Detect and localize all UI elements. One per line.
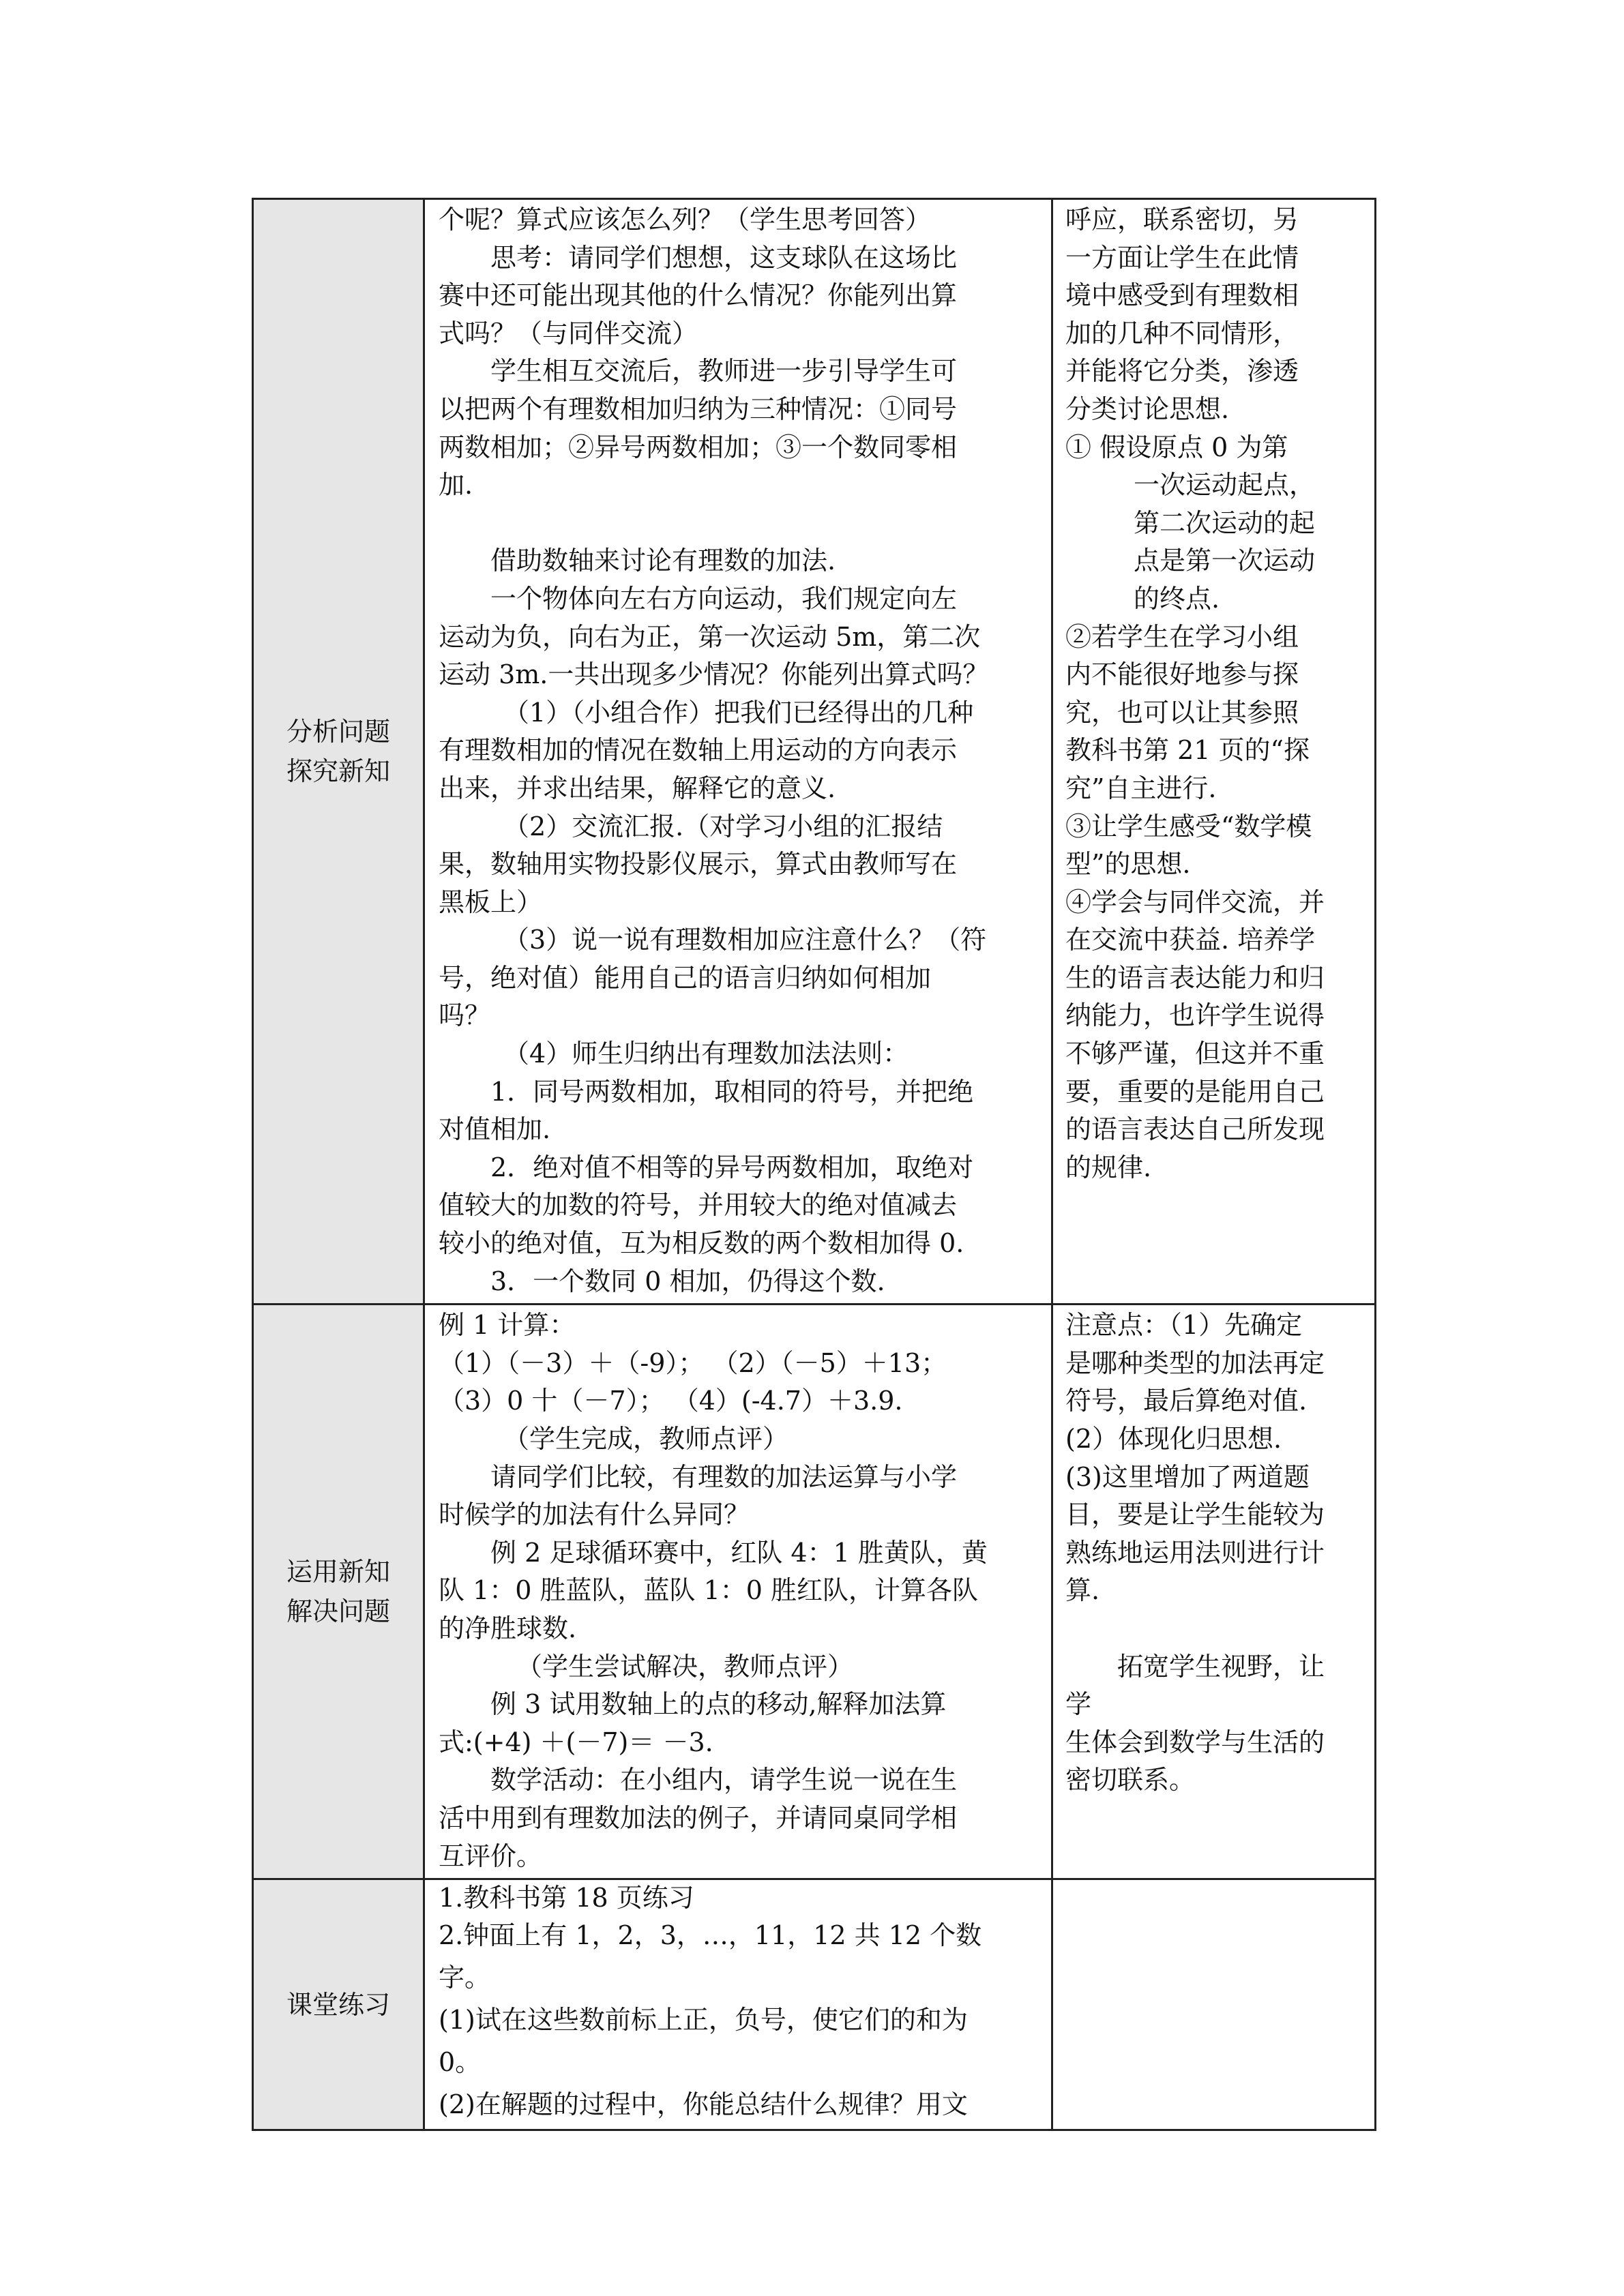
design-note-cell	[1052, 1879, 1376, 2130]
text-line: （1）（－3）＋（-9）； （2）（－5）＋13；	[439, 1347, 947, 1378]
design-note-cell	[1052, 199, 1376, 1304]
content-cell	[424, 1879, 1052, 2130]
note-line: 是哪种类型的加法再定	[1065, 1347, 1325, 1378]
text-line: （3）0 十（－7）； （4）(-4.7）＋3.9.	[439, 1386, 903, 1416]
text-line: 个呢？算式应该怎么列？（学生思考回答）	[439, 205, 932, 235]
note-line: 要，重要的是能用自己	[1065, 1076, 1325, 1107]
text-line: （学生尝试解决，教师点评）	[516, 1651, 854, 1682]
table-row	[253, 199, 1376, 1304]
note-line: 符号，最后算绝对值.	[1065, 1386, 1308, 1416]
text-line: 0。	[439, 2047, 482, 2078]
table-row	[253, 1304, 1376, 1879]
text-line: 数学活动：在小组内，请学生说一说在生	[490, 1765, 958, 1795]
blank-line	[439, 505, 1042, 543]
design-note-cell	[1052, 1304, 1376, 1879]
note-line: 算.	[1065, 1575, 1100, 1606]
text-line: 有理数相加的情况在数轴上用运动的方向表示	[439, 735, 958, 766]
text-line: （3）说一说有理数相加应注意什么？（符	[503, 925, 987, 955]
row-label-line: 运用新知	[286, 1557, 390, 1587]
text-line: 一个物体向左右方向运动，我们规定向左	[490, 583, 958, 614]
text-line: （学生完成，教师点评）	[503, 1424, 789, 1454]
content-cell	[424, 199, 1052, 1304]
note-line: 生体会到数学与生活的	[1065, 1727, 1325, 1757]
note-line: 第二次运动的起	[1134, 507, 1316, 538]
note-line: 目，要是让学生能较为	[1065, 1500, 1325, 1530]
note-line: 不够严谨，但这并不重	[1065, 1039, 1325, 1069]
note-line: 的规律.	[1065, 1152, 1152, 1182]
text-line: 1.教科书第 18 页练习	[439, 1883, 694, 1913]
row-label-line: 探究新知	[286, 756, 390, 787]
text-line: 1．同号两数相加，取相同的符号，并把绝	[490, 1076, 974, 1107]
text-line: 式吗？（与同伴交流）	[439, 318, 698, 348]
text-line: (1)试在这些数前标上正，负号，使它们的和为	[439, 2005, 968, 2036]
text-line: 2．绝对值不相等的异号两数相加，取绝对	[490, 1152, 974, 1182]
row-label-cell	[253, 1879, 424, 2130]
table-row	[253, 1879, 1376, 2130]
text-line: 出来，并求出结果，解释它的意义.	[439, 773, 836, 803]
note-line: 究”自主进行.	[1065, 773, 1217, 803]
text-line: 果，数轴用实物投影仪展示，算式由教师写在	[439, 849, 958, 880]
note-line: 并能将它分类，渗透	[1065, 356, 1299, 387]
note-line: 纳能力，也许学生说得	[1065, 1000, 1325, 1031]
row-label-line: 分析问题	[286, 717, 390, 747]
note-line: 一次运动起点，	[1134, 470, 1316, 501]
row-label-line: 解决问题	[286, 1596, 390, 1627]
content-cell	[424, 1304, 1052, 1879]
text-line: 式:(+4) ＋(－7)＝ －3.	[439, 1727, 713, 1757]
note-line: 在交流中获益. 培养学	[1065, 925, 1316, 955]
note-line: 一方面让学生在此情	[1065, 242, 1299, 273]
note-line: ④学会与同伴交流，并	[1065, 886, 1325, 917]
text-line: 运动 3m.一共出现多少情况？你能列出算式吗？	[439, 659, 989, 690]
note-line: ① 假设原点 0 为第	[1065, 432, 1288, 462]
note-line: 呼应，联系密切，另	[1065, 205, 1299, 235]
text-line: 请同学们比较，有理数的加法运算与小学	[490, 1461, 958, 1492]
text-line: 3．一个数同 0 相加，仍得这个数.	[490, 1266, 885, 1296]
row-label-line: 课堂练习	[286, 1989, 390, 2020]
note-line: 内不能很好地参与探	[1065, 659, 1299, 690]
text-line: 加.	[439, 470, 473, 501]
text-line: 黑板上）	[439, 886, 543, 917]
text-line: 例 1 计算：	[439, 1310, 576, 1341]
text-line: 互评价。	[439, 1840, 543, 1871]
note-line: ③让学生感受“数学模	[1065, 811, 1312, 841]
text-line: 号，绝对值）能用自己的语言归纳如何相加	[439, 962, 932, 993]
text-line: 赛中还可能出现其他的什么情况？你能列出算	[439, 280, 958, 311]
note-line: 型”的思想.	[1065, 849, 1191, 880]
note-line: 境中感受到有理数相	[1065, 280, 1299, 311]
text-line: （4）师生归纳出有理数加法法则：	[503, 1039, 909, 1069]
text-line: 两数相加；②异号两数相加；③一个数同零相	[439, 432, 958, 462]
row-label-cell	[253, 199, 424, 1304]
note-line: 的语言表达自己所发现	[1065, 1114, 1325, 1145]
text-line: 时候学的加法有什么异同？	[439, 1500, 750, 1530]
note-line: 拓宽学生视野，让	[1117, 1651, 1325, 1682]
blank-line	[1065, 1610, 1366, 1648]
note-line: 密切联系。	[1065, 1765, 1196, 1795]
note-line: 点是第一次运动	[1134, 546, 1316, 576]
text-line: 运动为负，向右为正，第一次运动 5m，第二次	[439, 621, 981, 652]
note-line: 注意点：（1）先确定	[1065, 1310, 1303, 1341]
text-line: 字。	[439, 1963, 491, 1993]
note-line: 分类讨论思想.	[1065, 393, 1230, 424]
text-line: （2）交流汇报.（对学习小组的汇报结	[503, 811, 943, 841]
text-line: 值较大的加数的符号，并用较大的绝对值减去	[439, 1190, 958, 1221]
note-line: 的终点.	[1134, 583, 1220, 614]
text-line: 的净胜球数.	[439, 1613, 577, 1643]
note-line: 生的语言表达能力和归	[1065, 962, 1325, 993]
note-line: 熟练地运用法则进行计	[1065, 1537, 1325, 1568]
text-line: 借助数轴来讨论有理数的加法.	[490, 546, 836, 576]
note-line: 教科书第 21 页的“探	[1065, 735, 1310, 766]
text-line: 例 3 试用数轴上的点的移动,解释加法算	[490, 1689, 947, 1720]
lesson-plan-table	[252, 198, 1376, 2131]
text-line: 例 2 足球循环赛中，红队 4：1 胜黄队，黄	[490, 1537, 988, 1568]
text-line: 较小的绝对值，互为相反数的两个数相加得 0.	[439, 1228, 964, 1259]
text-line: (2)在解题的过程中，你能总结什么规律？用文	[439, 2089, 968, 2120]
text-line: 吗？	[439, 1000, 491, 1031]
text-line: 2.钟面上有 1，2，3，…，11，12 共 12 个数	[439, 1920, 982, 1951]
text-line: 队 1：0 胜蓝队，蓝队 1：0 胜红队，计算各队	[439, 1575, 979, 1606]
text-line: 学生相互交流后，教师进一步引导学生可	[490, 356, 958, 387]
text-line: 活中用到有理数加法的例子，并请同桌同学相	[439, 1802, 958, 1833]
text-line: 对值相加.	[439, 1114, 551, 1145]
note-line: (3)这里增加了两道题	[1065, 1461, 1310, 1492]
text-line: （1）（小组合作）把我们已经得出的几种	[503, 697, 974, 728]
text-line: 思考：请同学们想想，这支球队在这场比	[490, 242, 958, 273]
note-line: ②若学生在学习小组	[1065, 621, 1299, 652]
row-label-cell	[253, 1304, 424, 1879]
note-line: (2）体现化归思想.	[1065, 1424, 1282, 1454]
note-line: 学	[1065, 1689, 1092, 1720]
text-line: 以把两个有理数相加归纳为三种情况：①同号	[439, 393, 958, 424]
note-line: 加的几种不同情形，	[1065, 318, 1299, 348]
note-line: 究，也可以让其参照	[1065, 697, 1299, 728]
